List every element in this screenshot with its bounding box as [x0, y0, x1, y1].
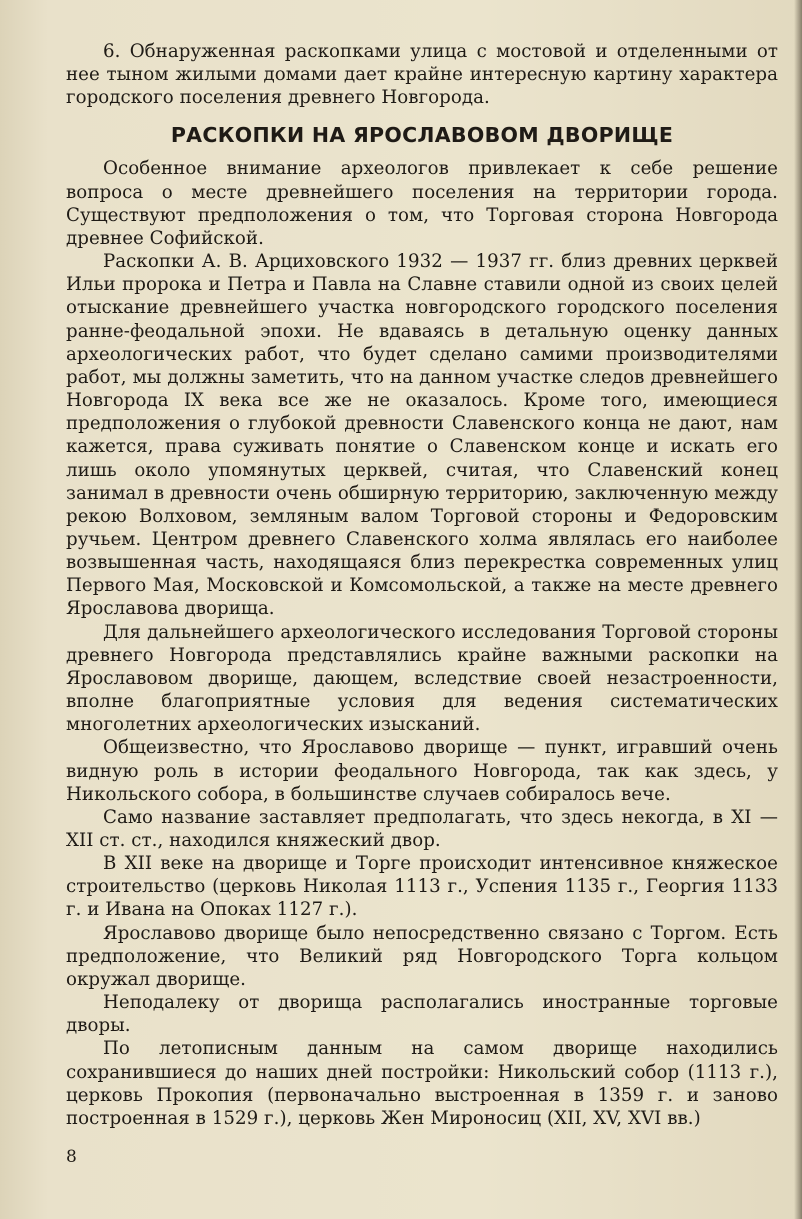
body-paragraph: Раскопки А. В. Арциховского 1932 — 1937 гг. близ древних церквей Ильи пророка и Петра и Павла на Славне ставили одной из своих целей отыскание древнейшего участка новгородского городского поселения ранне-феодальной эпохи. Не вдаваясь в детальную оценку данных археологических работ, что будет сделано самими производителями работ, мы должны заметить, что на данном участке следов древнейшего Новгорода IX века все же не оказалось. Кроме того, имеющиеся предположения о глубокой древности Славенского конца не дают, нам кажется, права суживать понятие о Славенском конце и искать его лишь около упомянутых церквей, считая, что Славенский конец занимал в древности очень обширную территорию, заключенную между рекою Волховом, земляным валом Торговой стороны и Федоровским ручьем. Центром древнего Славенского холма являлась его наиболее возвышенная часть, находящаяся близ перекрестка современных улиц Первого Мая, Московской и Комсомольской, а также на месте древнего Ярославова дворища. [66, 251, 778, 620]
body-paragraph: В XII веке на дворище и Торге происходит интенсивное княжеское строительство (церковь Николая 1113 г., Успения 1135 г., Георгия 1133 г. и Ивана на Опоках 1127 г.). [66, 853, 778, 921]
body-paragraph: Особенное внимание археологов привлекает к себе решение вопроса о месте древнейшего поселения на территории города. Существуют предположения о том, что Торговая сторона Новгорода древнее Софийской. [66, 158, 778, 249]
section-heading: РАСКОПКИ НА ЯРОСЛАВОВОМ ДВОРИЩЕ [170, 123, 674, 148]
body-paragraph: Для дальнейшего археологического исследования Торговой стороны древнего Новгорода представлялись крайне важными раскопки на Ярославовом дворище, дающем, вследствие своей незастроенности, вполне благоприятные условия для ведения систематических многолетних археологических изысканий. [66, 621, 778, 736]
body-paragraph: По летописным данным на самом дворище находились сохранившиеся до наших дней постройки: Никольский собор (1113 г.), церковь Прокопия (первоначально выстроенная в 1359 г. и заново построенная в 1529 г.), церковь Жен Мироносиц (XII, XV, XVI вв.) [66, 1038, 778, 1129]
page-edge-shadow [794, 0, 802, 1219]
body-paragraph: Неподалеку от дворища располагались иностранные торговые дворы. [66, 992, 778, 1037]
page-number: 8 [66, 1147, 77, 1167]
body-paragraph: Общеизвестно, что Ярославово дворище — пункт, игравший очень видную роль в истории феодального Новгорода, так как здесь, у Никольского собора, в большинстве случаев собиралось вече. [66, 737, 778, 805]
body-paragraph: Само название заставляет предполагать, что здесь некогда, в XI — XII ст. ст., находился княжеский двор. [66, 806, 778, 851]
intro-paragraph: 6. Обнаруженная раскопками улица с мостовой и отделенными от нее тыном жилыми домами дает крайне интересную картину характера городского поселения древнего Новгорода. [66, 41, 778, 109]
body-paragraph: Ярославово дворище было непосредственно связано с Торгом. Есть предположение, что Великий ряд Новгородского Торга кольцом окружал дворище. [66, 922, 778, 990]
